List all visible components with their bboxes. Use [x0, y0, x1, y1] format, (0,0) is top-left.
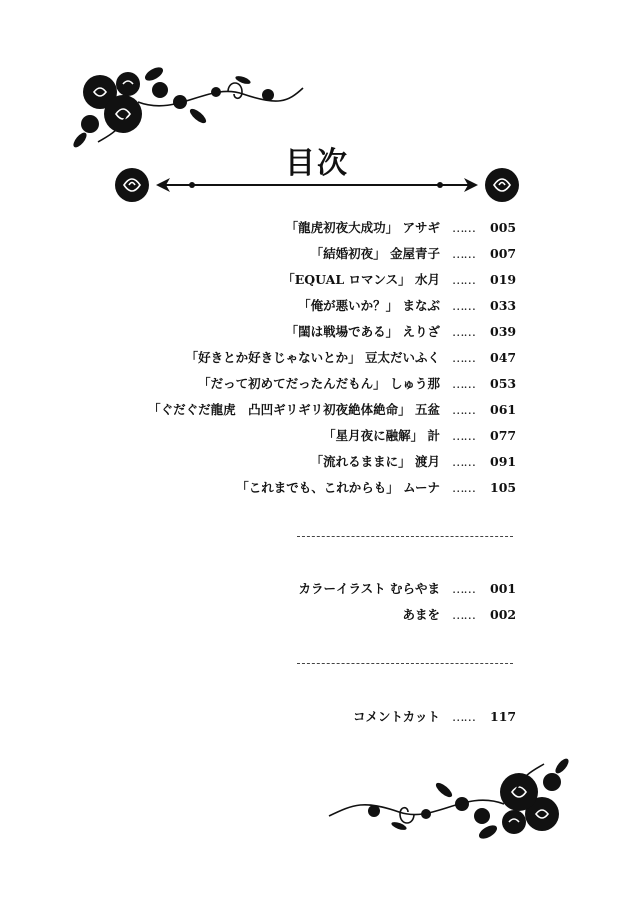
toc-page-number: 047 [490, 349, 517, 365]
toc-page-number: 105 [490, 479, 517, 495]
toc-leader: …… [452, 479, 475, 495]
toc-leader: …… [452, 297, 475, 313]
title-divider [110, 163, 524, 207]
toc-page-number: 091 [490, 453, 517, 469]
toc-leader: …… [452, 401, 475, 417]
toc-entry-title: 「ぐだぐだ龍虎 凸凹ギリギリ初夜絶体絶命」 五盆 [148, 402, 440, 417]
toc-page-number: 117 [490, 708, 517, 724]
toc-page-number: 001 [490, 580, 517, 596]
toc-entry[interactable] [323, 425, 517, 445]
toc-entry[interactable] [285, 217, 517, 237]
toc-entry-title: 「だって初めてだったんだもん」 しゅう那 [198, 376, 440, 391]
toc-leader: …… [452, 271, 475, 287]
toc-leader: …… [452, 323, 475, 339]
toc-entry[interactable] [148, 399, 517, 419]
toc-page-number: 053 [490, 375, 517, 391]
toc-entry-title: 「閨は戦場である」 えりざ [285, 324, 440, 339]
toc-entry-title: 「龍虎初夜大成功」 アサギ [285, 220, 440, 235]
toc-page-number: 005 [490, 219, 517, 235]
toc-entry-title: コメントカット [352, 709, 440, 724]
toc-leader: …… [452, 708, 475, 724]
toc-page-number: 033 [490, 297, 517, 313]
toc-page-number: 019 [490, 271, 517, 287]
toc-leader: …… [452, 580, 475, 596]
toc-entry-title: あまを [402, 607, 440, 622]
rose-ornament-bottom-right [324, 744, 574, 844]
toc-entry-title: 「結婚初夜」 金屋青子 [310, 246, 440, 261]
toc-leader: …… [452, 245, 475, 261]
toc-entry[interactable] [310, 451, 517, 471]
toc-entry[interactable] [298, 578, 517, 598]
toc-page-number: 039 [490, 323, 517, 339]
toc-leader: …… [452, 453, 475, 469]
toc-entry[interactable] [185, 347, 517, 367]
toc-entry[interactable] [402, 604, 517, 624]
toc-leader: …… [452, 219, 475, 235]
toc-leader: …… [452, 606, 475, 622]
toc-entry-title: 「星月夜に融解」 計 [323, 428, 440, 443]
toc-leader: …… [452, 375, 475, 391]
toc-entry[interactable] [198, 373, 517, 393]
section-divider [297, 663, 513, 664]
section-divider [297, 536, 513, 537]
toc-page-number: 007 [490, 245, 517, 261]
toc-entry-title: 「好きとか好きじゃないとか」 豆太だいふく [185, 350, 440, 365]
toc-page-number: 061 [490, 401, 517, 417]
toc-entry[interactable] [310, 243, 517, 263]
toc-entry[interactable] [282, 269, 517, 289]
toc-entry-title: 「流れるままに」 渡月 [310, 454, 440, 469]
toc-entry-title: カラーイラスト むらやま [298, 581, 440, 596]
page-title: 目次 [285, 146, 349, 181]
toc-page-number: 002 [490, 606, 517, 622]
toc-entry-title: 「EQUAL ロマンス」 水月 [282, 272, 440, 287]
toc-entry[interactable] [298, 295, 517, 315]
toc-entry[interactable] [352, 706, 517, 726]
toc-leader: …… [452, 427, 475, 443]
toc-entry[interactable] [236, 477, 517, 497]
toc-page-number: 077 [490, 427, 517, 443]
toc-entry[interactable] [285, 321, 517, 341]
toc-leader: …… [452, 349, 475, 365]
toc-entry-title: 「これまでも、これからも」 ムーナ [236, 480, 440, 495]
toc-entry-title: 「俺が悪いか？」 まなぶ [298, 298, 440, 313]
